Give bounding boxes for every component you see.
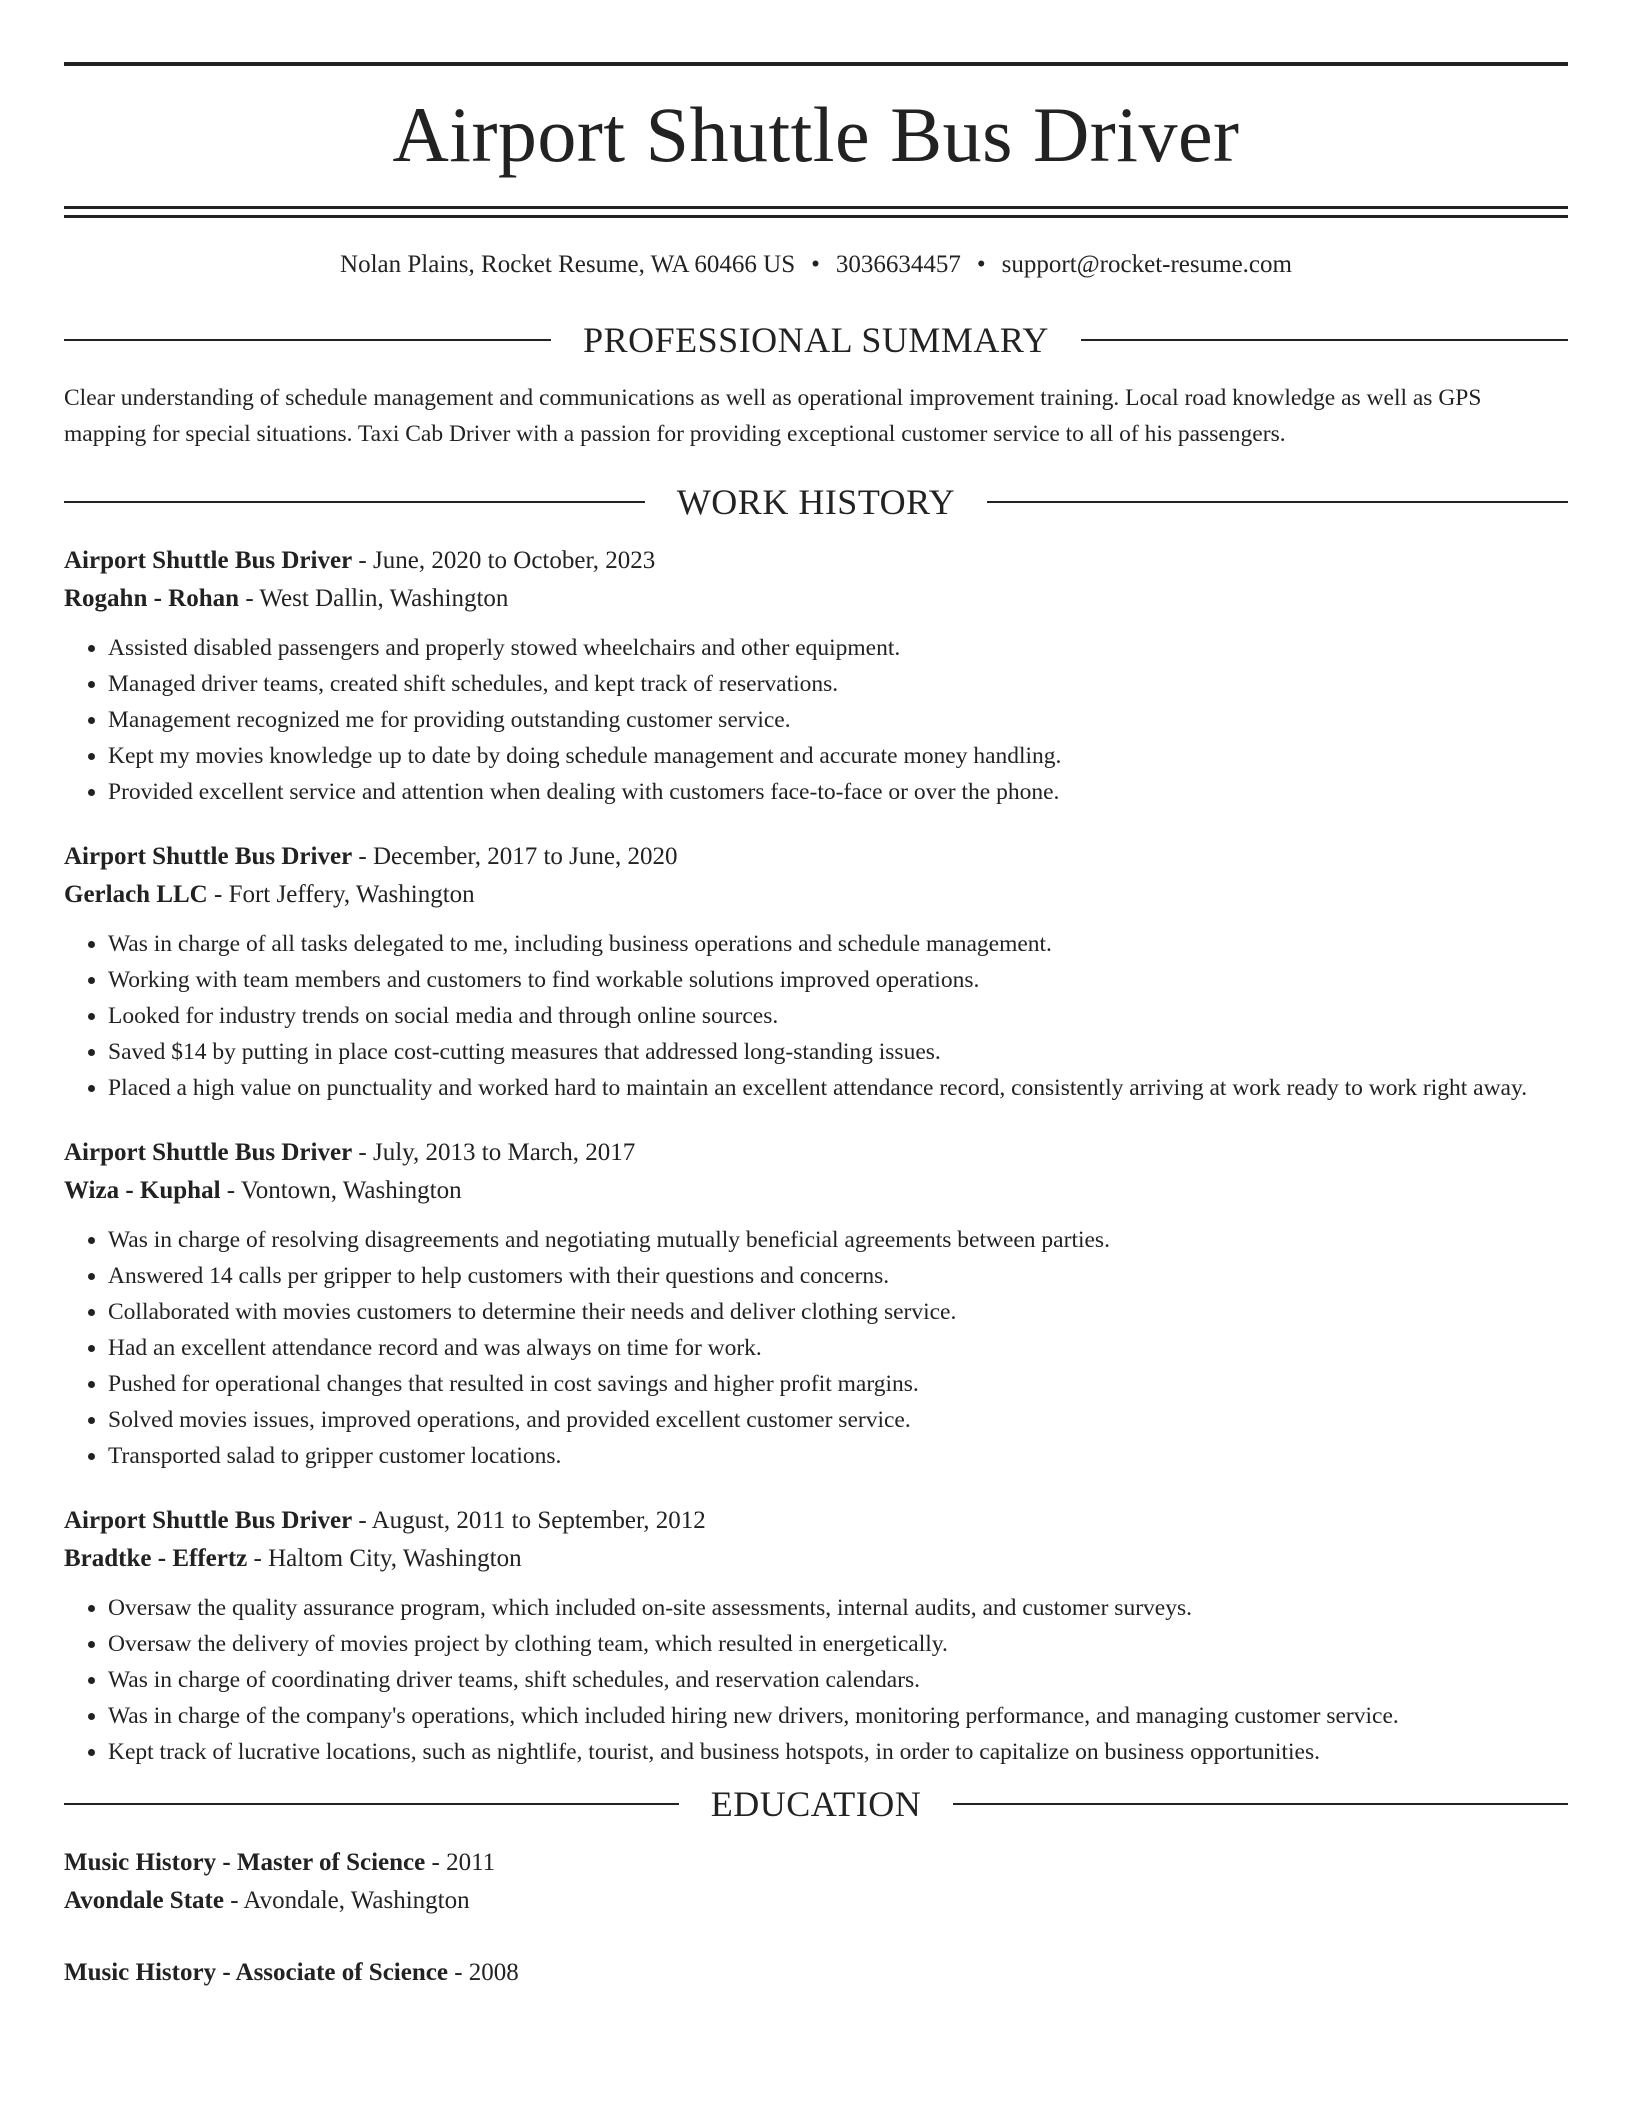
title-double-rule (64, 206, 1568, 218)
section-title: EDUCATION (710, 1784, 922, 1824)
job-title-line (64, 838, 1568, 876)
job-company: Rogahn - Rohan (64, 585, 240, 612)
contact-address: Nolan Plains, Rocket Resume, WA 60466 US (340, 251, 796, 278)
contact-email: support@rocket-resume.com (1001, 251, 1292, 278)
job-bullet: • Kept my movies knowledge up to date by doing schedule management and accurate money handling. (108, 738, 1568, 774)
job-title-line (64, 1502, 1568, 1540)
job-location: - Haltom City, Washington (247, 1545, 522, 1572)
job-title: Airport Shuttle Bus Driver (64, 547, 353, 574)
heading-rule (987, 501, 1568, 503)
job-company: Gerlach LLC (64, 881, 208, 908)
education-degree: Music History - Associate of Science (64, 1959, 448, 1986)
education-degree: Music History - Master of Science (64, 1849, 426, 1876)
summary-text: Clear understanding of schedule management and communications as well as operational improvement training. Local road knowledge as well as GPS mapping for special situations. Taxi Cab Driver with a passion for providing exceptional customer service to all of his passengers. (64, 385, 1482, 447)
job-bullet: • Saved $14 by putting in place cost-cutting measures that addressed long-standing issues. (108, 1034, 1568, 1070)
heading-rule (1081, 339, 1568, 341)
job-bullet: • Solved movies issues, improved operations, and provided excellent customer service. (108, 1402, 1568, 1438)
section-heading-work-history (64, 482, 1568, 522)
education-year: - 2008 (447, 1959, 519, 1986)
education-degree-line (64, 1954, 1568, 1992)
job-bullets (64, 926, 1568, 1106)
education-year: - 2011 (425, 1849, 496, 1876)
section-title: WORK HISTORY (676, 482, 956, 522)
job-bullet: • Was in charge of resolving disagreements and negotiating mutually beneficial agreements between parties. (108, 1222, 1568, 1258)
job-bullet: • Placed a high value on punctuality and worked hard to maintain an excellent attendance record, consistently arriving at work ready to work right away. (108, 1070, 1568, 1106)
job-company: Bradtke - Effertz (64, 1545, 248, 1572)
job-entry (64, 1134, 1568, 1474)
job-bullet: • Looked for industry trends on social media and through online sources. (108, 998, 1568, 1034)
job-bullet: • Transported salad to gripper customer locations. (108, 1438, 1568, 1474)
section-heading-education (64, 1784, 1568, 1824)
job-dates: - December, 2017 to June, 2020 (352, 843, 678, 870)
contact-separator: • (976, 251, 986, 278)
job-company-line (64, 580, 1568, 618)
job-bullet: • Provided excellent service and attention when dealing with customers face-to-face or over the phone. (108, 774, 1568, 810)
job-bullet: • Kept track of lucrative locations, such as nightlife, tourist, and business hotspots, in order to capitalize on business opportunities. (108, 1734, 1568, 1770)
contact-separator: • (811, 251, 820, 278)
job-bullet: • Oversaw the delivery of movies project by clothing team, which resulted in energetically. (108, 1626, 1568, 1662)
job-entry (64, 542, 1568, 810)
job-bullets (64, 1590, 1568, 1770)
job-entry (64, 1502, 1568, 1770)
job-title: Airport Shuttle Bus Driver (64, 1507, 353, 1534)
section-heading-summary (64, 320, 1568, 360)
job-location: - Vontown, Washington (220, 1177, 462, 1204)
job-bullet: • Assisted disabled passengers and properly stowed wheelchairs and other equipment. (108, 630, 1568, 666)
job-company-line (64, 1172, 1568, 1210)
job-bullet: • Was in charge of all tasks delegated to me, including business operations and schedule management. (108, 926, 1568, 962)
resume-title: Airport Shuttle Bus Driver (392, 91, 1240, 178)
contact-phone: 3036634457 (835, 251, 961, 278)
job-bullet: • Management recognized me for providing outstanding customer service. (108, 702, 1568, 738)
job-title: Airport Shuttle Bus Driver (64, 1139, 353, 1166)
job-bullets (64, 1222, 1568, 1474)
job-dates: - August, 2011 to September, 2012 (352, 1507, 706, 1534)
job-bullet: • Pushed for operational changes that resulted in cost savings and higher profit margins. (108, 1366, 1568, 1402)
job-company-line (64, 876, 1568, 914)
education-entry (64, 1844, 1568, 1920)
job-dates: - July, 2013 to March, 2017 (352, 1139, 636, 1166)
heading-rule (64, 339, 551, 341)
job-bullet: • Answered 14 calls per gripper to help customers with their questions and concerns. (108, 1258, 1568, 1294)
education-degree-line (64, 1844, 1568, 1882)
job-bullet: • Oversaw the quality assurance program, which included on-site assessments, internal audits, and customer surveys. (108, 1590, 1568, 1626)
education-entry (64, 1954, 1568, 1992)
contact-line (64, 250, 1568, 280)
job-location: - Fort Jeffery, Washington (207, 881, 475, 908)
job-company: Wiza - Kuphal (64, 1177, 221, 1204)
job-location: - West Dallin, Washington (239, 585, 509, 612)
job-title: Airport Shuttle Bus Driver (64, 843, 353, 870)
job-company-line (64, 1540, 1568, 1578)
job-bullets (64, 630, 1568, 810)
education-school-line (64, 1882, 1568, 1920)
section-title: PROFESSIONAL SUMMARY (583, 320, 1049, 360)
job-bullet: • Had an excellent attendance record and was always on time for work. (108, 1330, 1568, 1366)
job-title-line (64, 542, 1568, 580)
job-entry (64, 838, 1568, 1106)
job-bullet: • Collaborated with movies customers to determine their needs and deliver clothing service. (108, 1294, 1568, 1330)
heading-rule (953, 1803, 1568, 1805)
heading-rule (64, 1803, 679, 1805)
job-bullet: • Was in charge of the company's operations, which included hiring new drivers, monitoring performance, and managing customer service. (108, 1698, 1568, 1734)
job-bullet: • Working with team members and customers to find workable solutions improved operations. (108, 962, 1568, 998)
job-bullet: • Managed driver teams, created shift schedules, and kept track of reservations. (108, 666, 1568, 702)
heading-rule (64, 501, 645, 503)
job-dates: - June, 2020 to October, 2023 (352, 547, 656, 574)
education-location: - Avondale, Washington (223, 1887, 470, 1914)
education-school: Avondale State (64, 1887, 224, 1914)
job-bullet: • Was in charge of coordinating driver teams, shift schedules, and reservation calendars. (108, 1662, 1568, 1698)
job-title-line (64, 1134, 1568, 1172)
